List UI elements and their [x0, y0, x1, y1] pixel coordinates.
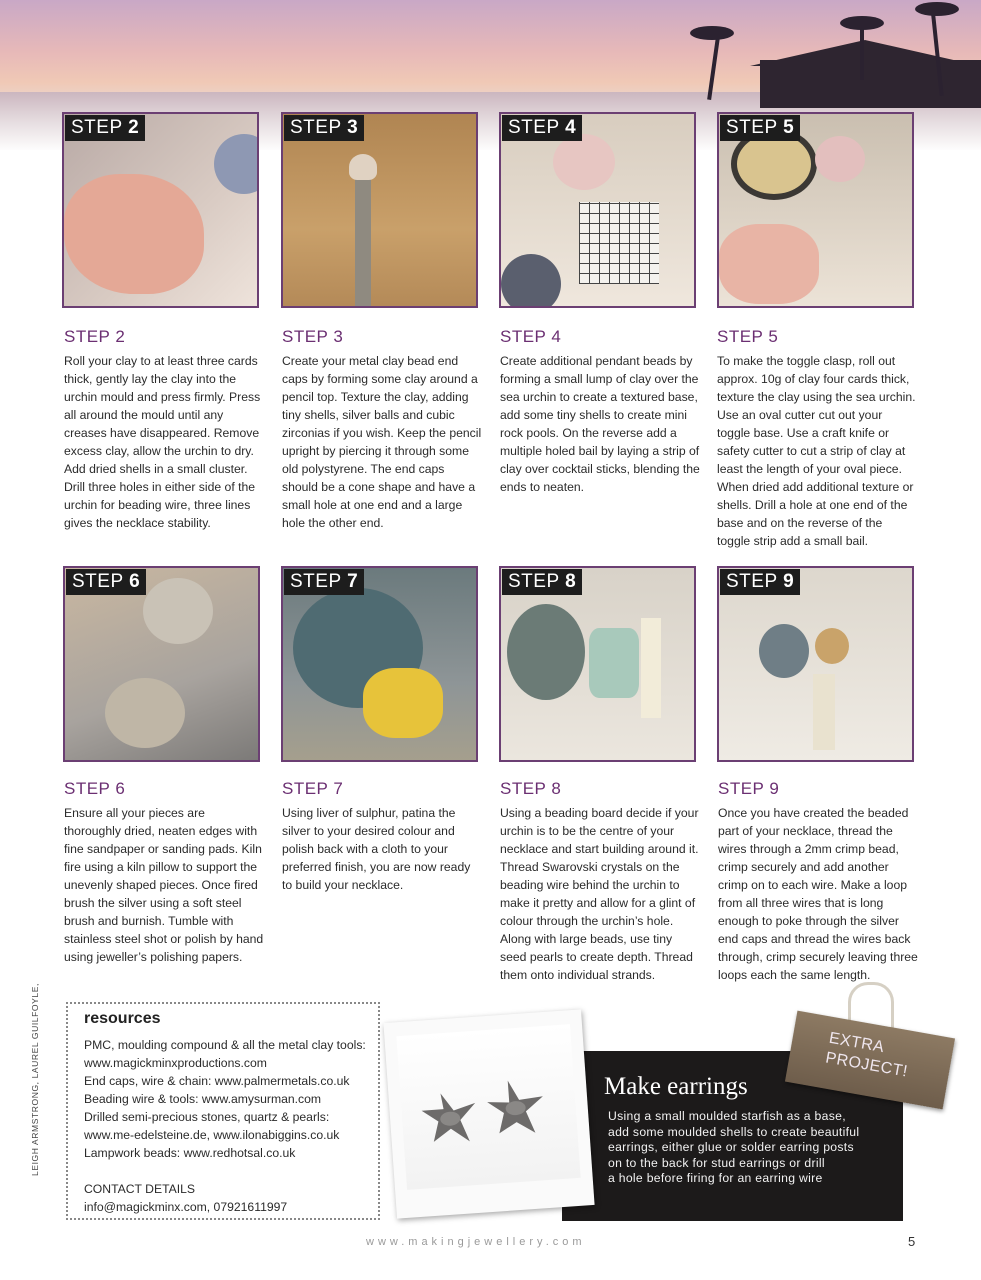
step-4-photo [499, 112, 696, 308]
sign-line-1: EXTRA [827, 1029, 886, 1057]
sea-urchin [815, 136, 865, 182]
step-5-body: To make the toggle clasp, roll out approx. 10g of clay four cards thick, texture the clay using the sea urchin. Use an oval cutter cut out your toggle base. Use a craft knife or safety cutter to cut a strip of clay at least the length of your oval piece. When dried add additional texture or shells. Drill a hole at one end of the base and on the reverse of the toggle strip add a small bail. [717, 354, 916, 548]
extra-project-body [608, 1109, 898, 1187]
step-8-photo [499, 566, 696, 762]
step-3-tag: STEP 3 [284, 115, 364, 141]
step-4-text [500, 327, 700, 496]
resource-line: Lampwork beads: www.redhotsal.co.uk [84, 1146, 296, 1160]
step-3-body: Create your metal clay bead end caps by forming some clay around a pencil top. Texture the clay, adding tiny shells, silver balls and cubic zirconias if you wish. Keep the pencil upright by piercing it through some old polystyrene. The end caps should be a cone shape and have a small hole at one end and a large hole the other end. [282, 354, 482, 530]
step-6-body: Ensure all your pieces are thoroughly dried, neaten edges with fine sandpaper or sanding pads. Kiln fire using a kiln pillow to support the unevenly shaped pieces. Once fired brush the silver using a soft steel brush and burnish. Tumble with stainless steel shot or polish by hand using jeweller’s polishing papers. [64, 806, 264, 964]
extra-line: a hole before firing for an earring wire [608, 1171, 823, 1185]
step-3-photo [281, 112, 478, 308]
resource-line: PMC, moulding compound & all the metal clay tools: [84, 1038, 366, 1052]
step-7-tag: STEP 7 [284, 569, 364, 595]
step-6-text [64, 779, 264, 966]
resource-line: Beading wire & tools: www.amysurman.com [84, 1092, 322, 1106]
resources-heading: resources [84, 1010, 161, 1027]
photo-credit: LEIGH ARMSTRONG, LAUREL GUILFOYLE, [30, 983, 40, 1176]
sign-line-2: PROJECT! [824, 1049, 910, 1081]
step-4-tag: STEP 4 [502, 115, 582, 141]
step-7-title: STEP 7 [282, 779, 344, 798]
step-9-photo [717, 566, 914, 762]
step-7-text [282, 779, 482, 894]
sea-urchin [553, 134, 615, 190]
step-2-tag: STEP 2 [65, 115, 145, 141]
quartz-point [641, 618, 661, 718]
grid-board [579, 202, 659, 284]
ring [501, 254, 561, 308]
lampwork-bead [815, 628, 849, 664]
resources-box [66, 1002, 380, 1220]
step-2-photo [62, 112, 259, 308]
silver-piece [105, 678, 185, 748]
earrings-image [396, 1024, 580, 1190]
step-5-text [717, 327, 917, 550]
palm-frond [840, 16, 884, 30]
earrings-photo [383, 1009, 594, 1218]
step-5-title: STEP 5 [717, 327, 779, 346]
silver-piece [143, 578, 213, 644]
contact-heading: CONTACT DETAILS [84, 1182, 196, 1196]
palm-tree [707, 30, 721, 100]
step-9-tag: STEP 9 [720, 569, 800, 595]
step-7-body: Using liver of sulphur, patina the silver to your desired colour and polish back with a cloth to your preferred finish, you are now ready to build your necklace. [282, 806, 471, 892]
contact-details: info@magickminx.com, 07921611997 [84, 1200, 288, 1214]
step-9-text [718, 779, 918, 984]
aqua-stone [589, 628, 639, 698]
urchin-bead [759, 624, 809, 678]
resource-link[interactable]: www.me-edelsteine.de, www.ilonabiggins.co.uk [84, 1128, 340, 1142]
extra-line: add some moulded shells to create beautiful [608, 1124, 860, 1139]
step-6-photo [63, 566, 260, 762]
step-3-text [282, 327, 482, 532]
pencil [355, 174, 371, 308]
step-8-tag: STEP 8 [502, 569, 582, 595]
resource-line: Drilled semi-precious stones, quartz & pearls: [84, 1110, 330, 1124]
end-cap [349, 154, 377, 180]
step-9-title: STEP 9 [718, 779, 780, 798]
step-2-body: Roll your clay to at least three cards thick, gently lay the clay into the urchin mould and press firmly. Press all around the mould until any creases have disappeared. Remove excess clay, allow the urchin to dry. Add dried shells in a small cluster. Drill three holes in either side of the urchin for beading wire, three lines gives the necklace stability. [64, 354, 261, 530]
step-7-photo [281, 566, 478, 762]
starfish-earrings-icon [396, 1024, 580, 1190]
liver-of-sulphur [363, 668, 443, 738]
step-8-title: STEP 8 [500, 779, 562, 798]
step-6-title: STEP 6 [64, 779, 126, 798]
urchin-bead [507, 604, 585, 700]
palm-frond [690, 26, 734, 40]
step-8-text [500, 779, 700, 984]
quartz-point [813, 674, 835, 750]
step-6-tag: STEP 6 [66, 569, 146, 595]
page-number: 5 [908, 1234, 916, 1249]
resource-line: End caps, wire & chain: www.palmermetals.co.uk [84, 1074, 350, 1088]
extra-line: on to the back for stud earrings or drill [608, 1155, 825, 1170]
step-9-body: Once you have created the beaded part of your necklace, thread the wires through a 2mm crimp bead, crimp securely and add another crimp on to each wire. Make a loop from all three wires that is long enough to poke through the silver end caps and thread the wires back through, crimp securely leaving three loops each the same length. [718, 806, 918, 982]
beach-building [760, 60, 981, 108]
step-5-tag: STEP 5 [720, 115, 800, 141]
hands [64, 174, 204, 294]
step-2-title: STEP 2 [64, 327, 126, 346]
extra-project-title: Make earrings [604, 1073, 748, 1100]
footer-url[interactable]: www.makingjewellery.com [366, 1236, 586, 1248]
step-2-text [64, 327, 264, 532]
extra-line: earrings, either glue or solder earring posts [608, 1140, 854, 1154]
step-3-title: STEP 3 [282, 327, 344, 346]
palm-frond [915, 2, 959, 16]
step-5-photo [717, 112, 914, 308]
extra-line: Using a small moulded starfish as a base, [608, 1109, 846, 1123]
hands [719, 224, 819, 304]
step-8-body: Using a beading board decide if your urchin is to be the centre of your necklace and start building around it. Thread Swarovski crystals on the beading wire behind the urchin to make it pretty and allow for a glint of colour through the urchin’s hole. Along with large beads, use tiny seed pearls to create depth. Thread them onto individual strands. [500, 806, 699, 982]
sign-text [824, 1029, 913, 1083]
resource-link[interactable]: www.magickminxproductions.com [84, 1056, 267, 1070]
step-4-body: Create additional pendant beads by forming a small lump of clay over the sea urchin to create a textured base, add some tiny shells to create mini rock pools. On the reverse add a multiple holed bail by laying a strip of clay over cocktail sticks, blending the ends to neaten. [500, 354, 700, 494]
urchin-mould [214, 134, 259, 194]
step-4-title: STEP 4 [500, 327, 562, 346]
